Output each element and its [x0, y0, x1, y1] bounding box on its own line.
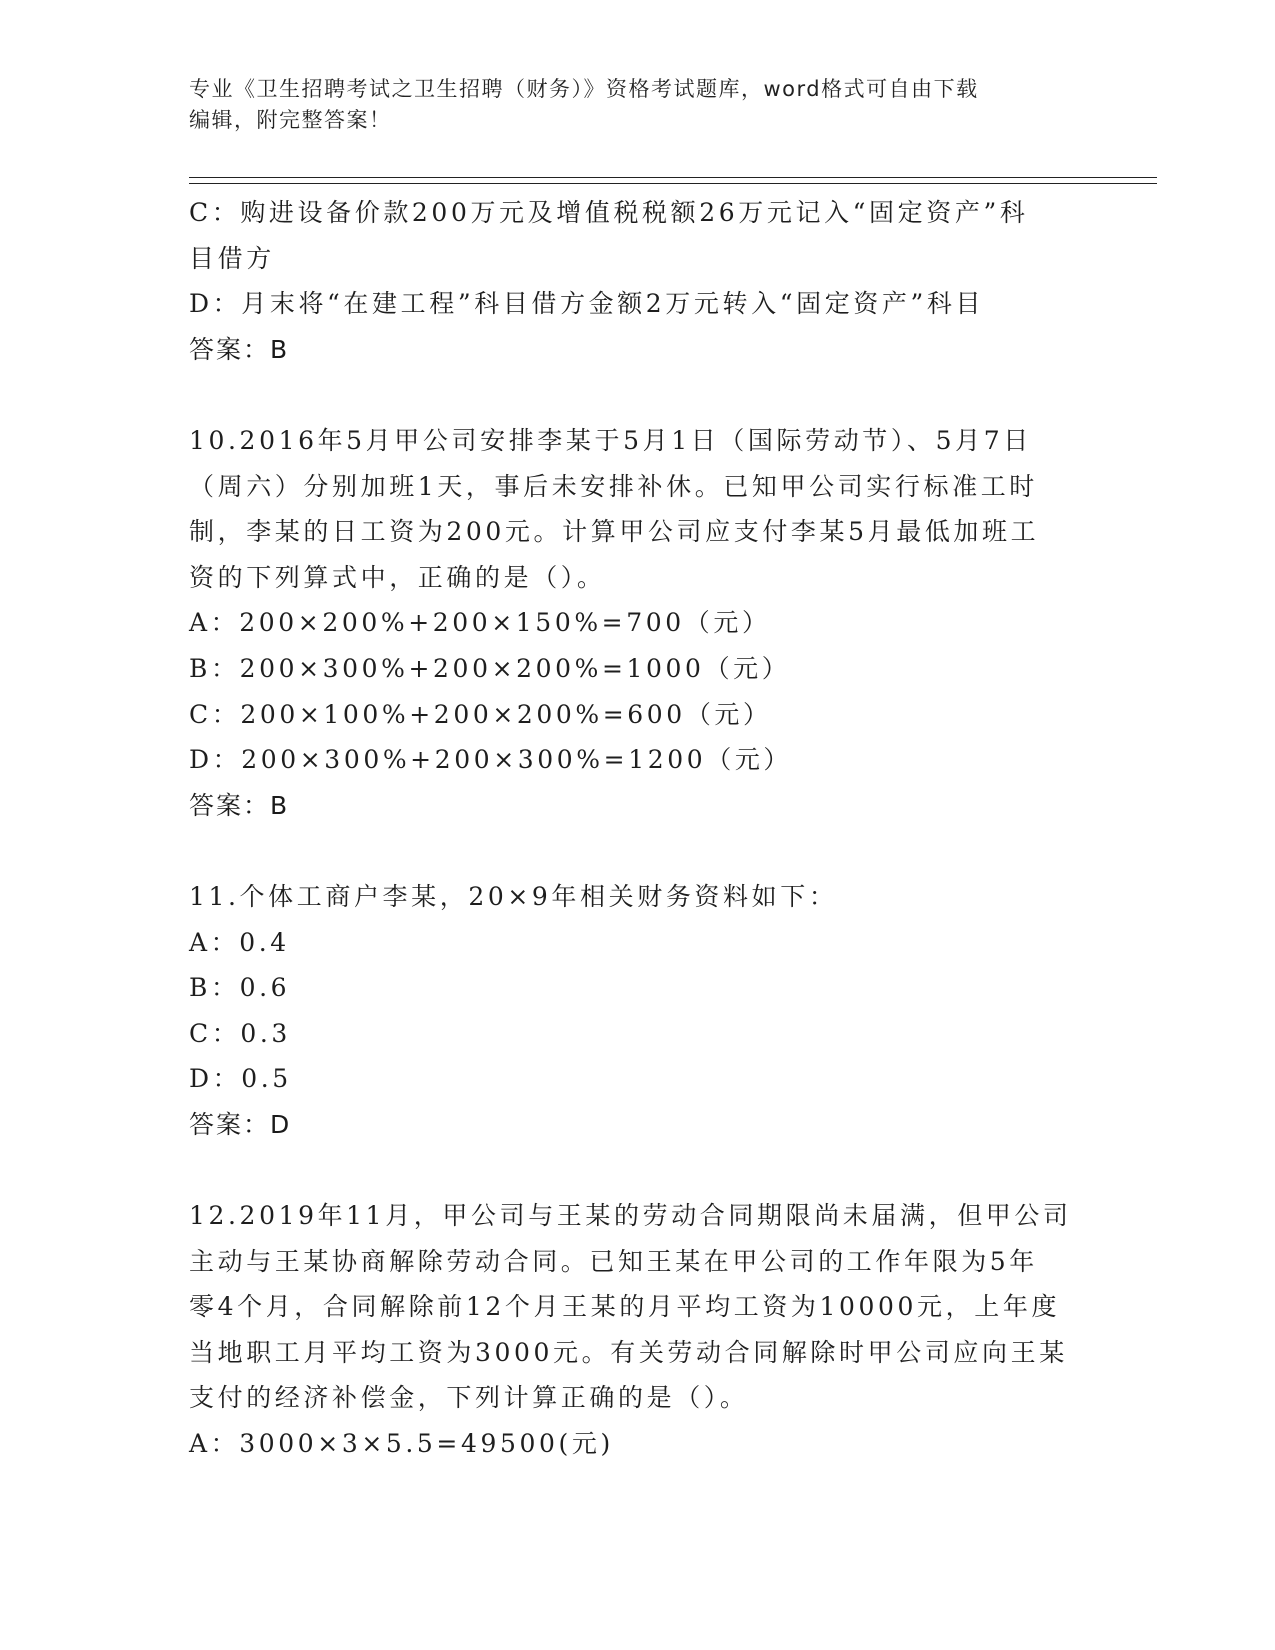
q9-option-d: D：月末将“在建工程”科目借方金额2万元转入“固定资产”科目	[189, 289, 985, 319]
q10-option-d: D：200×300%+200×300%=1200（元）	[189, 745, 793, 775]
q9-answer: 答案：B	[189, 334, 290, 364]
header-line-1: 专业《卫生招聘考试之卫生招聘（财务）》资格考试题库，word格式可自由下载	[189, 77, 979, 101]
question-12	[189, 1193, 1089, 1467]
q12-stem-line-1: 12.2019年11月，甲公司与王某的劳动合同期限尚未届满，但甲公司	[189, 1201, 1072, 1231]
q12-option-a: A：3000×3×5.5=49500(元)	[189, 1429, 614, 1459]
q10-option-a: A：200×200%+200×150%=700（元）	[189, 608, 771, 638]
q10-stem-line-4: 资的下列算式中，正确的是（）。	[189, 562, 606, 592]
question-11	[189, 874, 1089, 1148]
document-header	[189, 74, 1089, 136]
q10-stem-line-3: 制，李某的日工资为200元。计算甲公司应支付李某5月最低加班工	[189, 517, 1040, 547]
spacer	[189, 372, 1089, 418]
question-9	[189, 190, 1089, 372]
q10-option-b: B：200×300%+200×200%=1000（元）	[189, 653, 791, 683]
q10-answer: 答案：B	[189, 790, 290, 820]
q10-option-c: C：200×100%+200×200%=600（元）	[189, 699, 772, 729]
q9-option-c-line-1: C：购进设备价款200万元及增值税税额26万元记入“固定资产”科	[189, 198, 1029, 227]
spacer	[189, 1147, 1089, 1193]
q12-stem-line-3: 零4个月，合同解除前12个月王某的月平均工资为10000元，上年度	[189, 1292, 1061, 1322]
q9-option-c-line-2: 目借方	[189, 243, 275, 273]
q10-stem-line-1: 10.2016年5月甲公司安排李某于5月1日（国际劳动节）、5月7日	[189, 425, 1032, 455]
q11-option-d: D：0.5	[189, 1064, 292, 1094]
q11-option-c: C：0.3	[189, 1018, 291, 1048]
q11-option-b: B：0.6	[189, 973, 291, 1003]
q12-stem-line-2: 主动与王某协商解除劳动合同。已知王某在甲公司的工作年限为5年	[189, 1246, 1038, 1276]
question-10	[189, 418, 1089, 828]
header-line-2: 编辑，附完整答案！	[189, 108, 392, 132]
header-rule-top	[189, 177, 1157, 178]
q12-stem-line-4: 当地职工月平均工资为3000元。有关劳动合同解除时甲公司应向王某	[189, 1337, 1068, 1367]
header-rule-bottom	[189, 183, 1157, 184]
q12-stem-line-5: 支付的经济补偿金，下列计算正确的是（）。	[189, 1383, 749, 1413]
spacer	[189, 828, 1089, 874]
q11-answer: 答案：D	[189, 1109, 292, 1139]
q11-option-a: A：0.4	[189, 927, 290, 957]
q11-stem-line-1: 11.个体工商户李某，20×9年相关财务资料如下：	[189, 881, 838, 911]
question-content	[189, 190, 1089, 1467]
q10-stem-line-2: （周六）分别加班1天，事后未安排补休。已知甲公司实行标准工时	[189, 471, 1038, 501]
